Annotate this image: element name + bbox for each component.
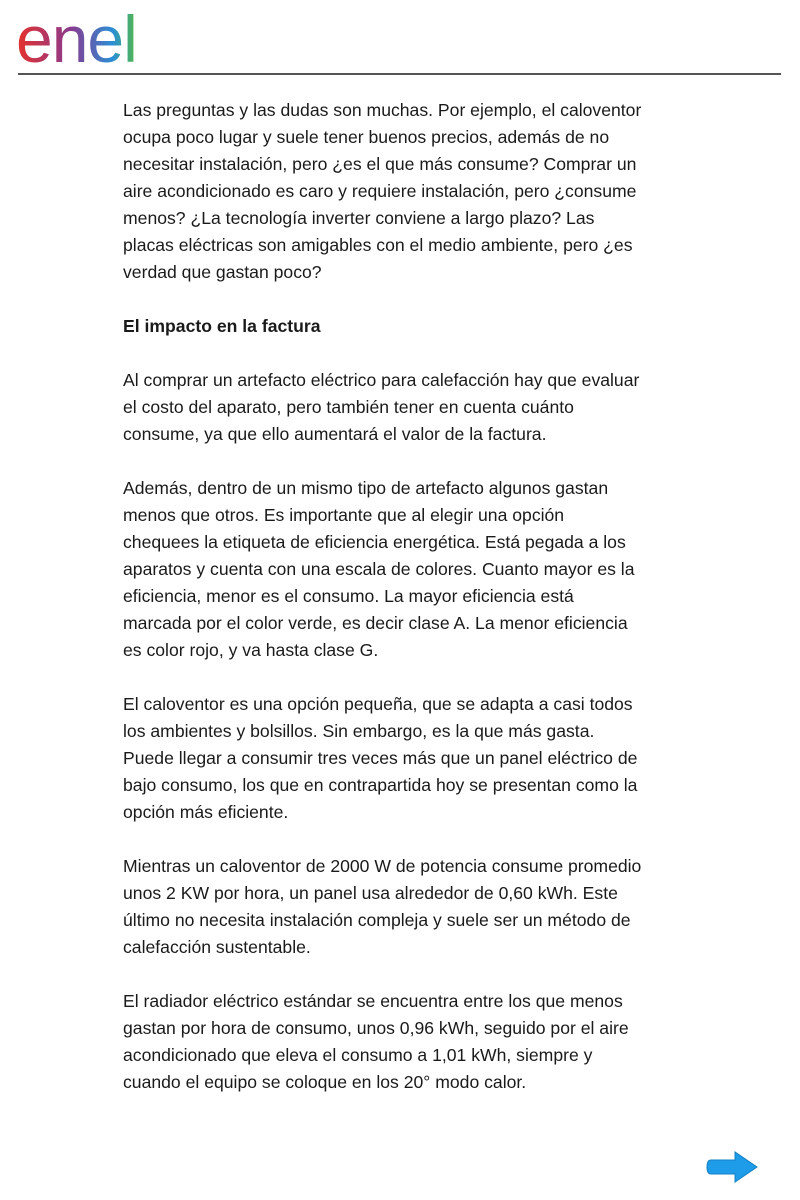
section-heading: El impacto en la factura: [123, 316, 321, 336]
intro-paragraph: Las preguntas y las dudas son muchas. Por ejemplo, el caloventor ocupa poco lugar y suele tener buenos precios, además de no necesitar instalación, pero ¿es el que más consume? Comprar un aire acondicionado es caro y requiere instalación, pero ¿consume menos? ¿La tecnología inverter conviene a largo plazo? Las placas eléctricas son amigables con el medio ambiente, pero ¿es verdad que gastan poco?: [123, 100, 642, 282]
article-paragraph: Mientras un caloventor de 2000 W de potencia consume promedio unos 2 KW por hora, un panel usa alrededor de 0,60 kWh. Este último no necesita instalación compleja y suele ser un método de calefacción sustentable.: [123, 856, 642, 957]
article-paragraph: El caloventor es una opción pequeña, que se adapta a casi todos los ambientes y bolsillos. Sin embargo, es la que más gasta. Puede llegar a consumir tres veces más que un panel eléctrico de bajo consumo, los que en contrapartida hoy se presentan como la opción más eficiente.: [123, 694, 638, 822]
arrow-right-icon: [705, 1148, 761, 1186]
article-body: [123, 97, 643, 1123]
header: [0, 0, 800, 76]
article-paragraph: El radiador eléctrico estándar se encuentra entre los que menos gastan por hora de consumo, unos 0,96 kWh, seguido por el aire acondicionado que eleva el consumo a 1,01 kWh, siempre y cuando el equipo se coloque en los 20° modo calor.: [123, 991, 629, 1092]
article-paragraph: Al comprar un artefacto eléctrico para calefacción hay que evaluar el costo del aparato, pero también tener en cuenta cuánto consume, ya que ello aumentará el valor de la factura.: [123, 370, 640, 444]
logo-wordmark: enel: [16, 4, 137, 68]
header-divider: [18, 73, 781, 75]
next-page-button[interactable]: [705, 1148, 761, 1186]
article-paragraph: Además, dentro de un mismo tipo de artefacto algunos gastan menos que otros. Es importante que al elegir una opción chequees la etiqueta de eficiencia energética. Está pegada a los aparatos y cuenta con una escala de colores. Cuanto mayor es la eficiencia, menor es el consumo. La mayor eficiencia está marcada por el color verde, es decir clase A. La menor eficiencia es color rojo, y va hasta clase G.: [123, 478, 635, 660]
enel-logo[interactable]: [16, 4, 181, 68]
